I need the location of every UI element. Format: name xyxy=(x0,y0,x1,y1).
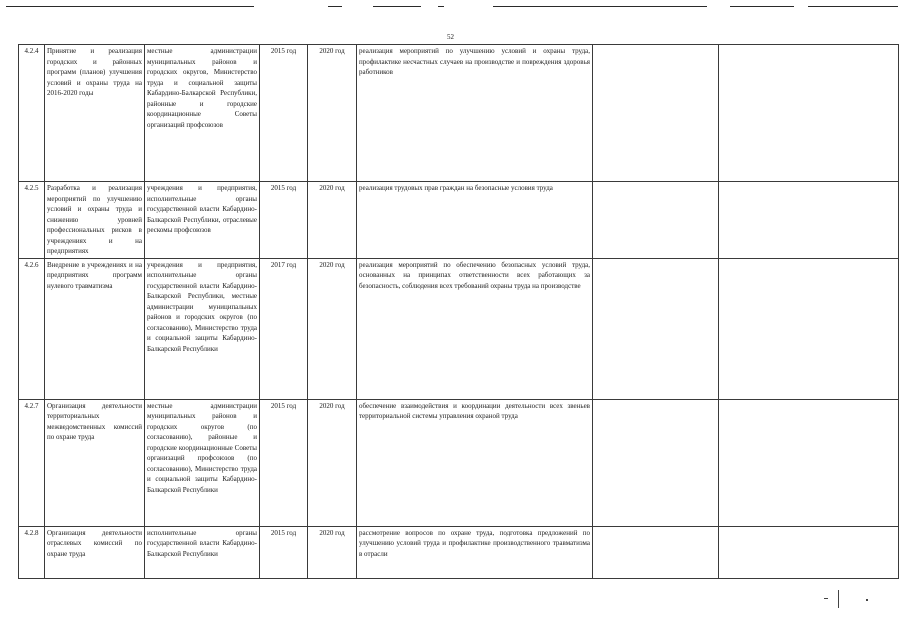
end-year: 2020 год xyxy=(308,526,357,578)
empty-cell xyxy=(719,526,899,578)
table-row xyxy=(19,258,899,399)
empty-cell xyxy=(719,258,899,399)
expected-result: обеспечение взаимодействия и координации деятельности всех звеньев территориальной системы управления охраной труда xyxy=(357,399,593,526)
end-year: 2020 год xyxy=(308,399,357,526)
executor-cell: исполнительные органы государственной власти Кабардино-Балкарской Республики xyxy=(145,526,260,578)
start-year: 2015 год xyxy=(260,45,308,182)
row-number: 4.2.5 xyxy=(19,182,45,259)
top-rule xyxy=(493,6,707,7)
measure-title: Организация деятельности отраслевых комиссий по охране труда xyxy=(45,526,145,578)
start-year: 2015 год xyxy=(260,399,308,526)
top-rule xyxy=(373,6,421,7)
table-row xyxy=(19,399,899,526)
empty-cell xyxy=(593,526,719,578)
scan-mark xyxy=(824,598,828,599)
empty-cell xyxy=(593,182,719,259)
measures-table xyxy=(18,44,899,579)
top-rule xyxy=(328,6,342,7)
empty-cell xyxy=(719,399,899,526)
empty-cell xyxy=(593,399,719,526)
executor-cell: местные администрации муниципальных районов и городских округов (по согласованию), районные и городские координационные Советы организаций профсоюзов (по согласованию), Министерство труда и социальной защиты Кабардино-Балкарской Республики xyxy=(145,399,260,526)
measure-title: Разработка и реализация мероприятий по улучшению условий и охраны труда и снижению уровней профессиональных рисков в учреждениях и на предприятиях xyxy=(45,182,145,259)
expected-result: реализация мероприятий по улучшению условий и охраны труда, профилактике несчастных случаев на производстве и повреждения здоровья работников xyxy=(357,45,593,182)
empty-cell xyxy=(719,45,899,182)
empty-cell xyxy=(593,258,719,399)
table-row xyxy=(19,182,899,259)
expected-result: реализация мероприятий по обеспечению безопасных условий труда, основанных на принципах ответственности всех работающих за безопасность, соблюдения всех требований охраны труда на производстве xyxy=(357,258,593,399)
top-rule xyxy=(6,6,254,7)
top-rule xyxy=(730,6,794,7)
scan-mark xyxy=(866,599,868,601)
row-number: 4.2.4 xyxy=(19,45,45,182)
executor-cell: местные администрации муниципальных районов и городских округов, Министерство труда и социальной защиты Кабардино-Балкарской Республики, районные и городские координационные Советы организаций профсоюзов xyxy=(145,45,260,182)
page-number: 52 xyxy=(447,33,454,41)
end-year: 2020 год xyxy=(308,258,357,399)
expected-result: рассмотрение вопросов по охране труда, подготовка предложений по улучшению условий труда и профилактике производственного травматизма в отрасли xyxy=(357,526,593,578)
row-number: 4.2.6 xyxy=(19,258,45,399)
table-row xyxy=(19,526,899,578)
measure-title: Внедрение в учреждениях и на предприятиях программ нулевого травматизма xyxy=(45,258,145,399)
empty-cell xyxy=(719,182,899,259)
empty-cell xyxy=(593,45,719,182)
executor-cell: учреждения и предприятия, исполнительные органы государственной власти Кабардино-Балкарской Республики, отраслевые рескомы профсоюзов xyxy=(145,182,260,259)
start-year: 2017 год xyxy=(260,258,308,399)
scan-mark xyxy=(838,590,839,608)
start-year: 2015 год xyxy=(260,182,308,259)
row-number: 4.2.8 xyxy=(19,526,45,578)
measure-title: Принятие и реализация городских и районных программ (планов) улучшения условий и охраны труда на 2016-2020 годы xyxy=(45,45,145,182)
end-year: 2020 год xyxy=(308,45,357,182)
top-rule xyxy=(808,6,898,7)
top-rule xyxy=(438,6,444,7)
measure-title: Организация деятельности территориальных межведомственных комиссий по охране труда xyxy=(45,399,145,526)
expected-result: реализация трудовых прав граждан на безопасные условия труда xyxy=(357,182,593,259)
end-year: 2020 год xyxy=(308,182,357,259)
row-number: 4.2.7 xyxy=(19,399,45,526)
executor-cell: учреждения и предприятия, исполнительные органы государственной власти Кабардино-Балкарской Республики, местные администрации муниципальных районов и городских округов (по согласованию), Министерство труда и социальной защиты Кабардино-Балкарской Республики xyxy=(145,258,260,399)
start-year: 2015 год xyxy=(260,526,308,578)
table-row xyxy=(19,45,899,182)
